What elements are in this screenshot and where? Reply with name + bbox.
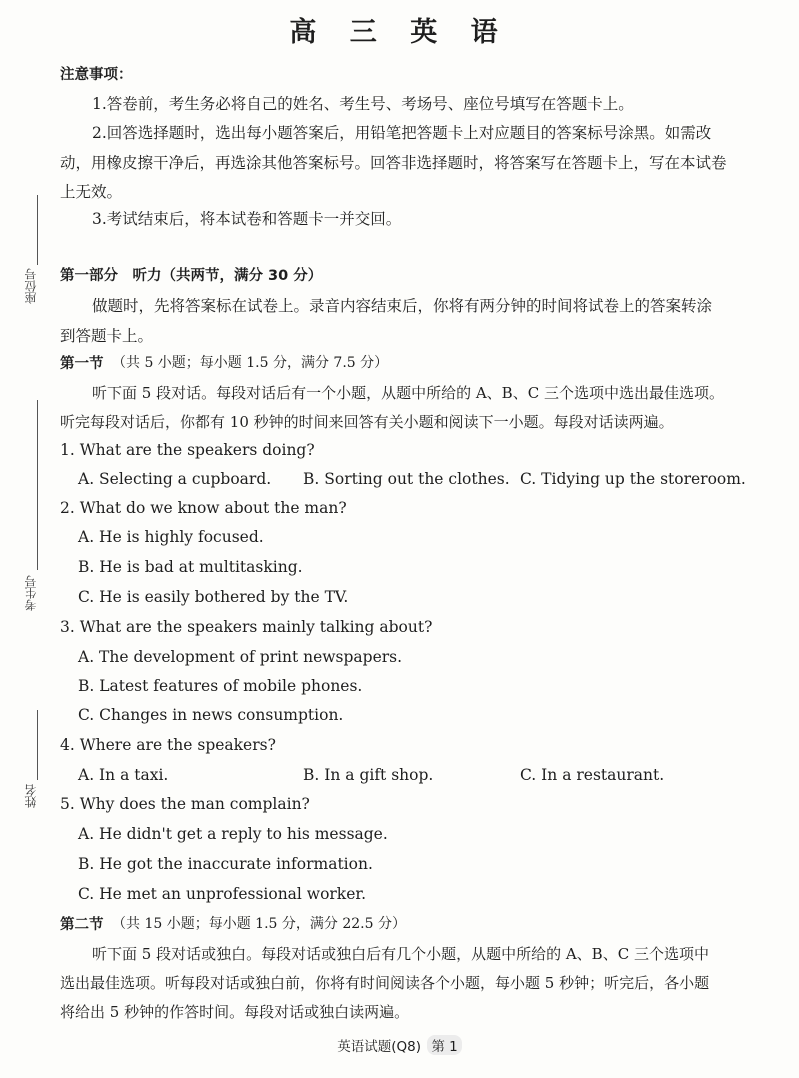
section2-intro-line1: 听下面 5 段对话或独白。每段对话或独白后有几个小题，从题中所给的 A、B、C 三个选项中 [92,945,709,963]
section1-intro-line2: 听完每段对话后，你都有 10 秒钟的时间来回答有关小题和阅读下一小题。每段对话读两遍。 [60,413,674,431]
seat-number-label: 座位号 [24,268,38,304]
notice-item-2: 2.回答选择题时，选出每小题答案后，用铅笔把答题卡上对应题目的答案标号涂黑。如需改 [92,124,712,142]
part1-heading: 第一部分 听力（共两节，满分 30 分） [60,268,323,284]
question-4-option-a: A. In a taxi. [78,766,169,784]
question-5-option-c: C. He met an unprofessional worker. [78,885,367,903]
notice-heading: 注意事项： [60,67,133,83]
question-3-option-a: A. The development of print newspapers. [78,648,403,666]
section2-intro-line3: 将给出 5 秒钟的作答时间。每段对话或独白读两遍。 [60,1003,410,1021]
question-2: 2. What do we know about the man? [60,499,347,517]
footer-label: 英语试题(Q8) [337,1039,422,1055]
section2-score: （共 15 小题；每小题 1.5 分，满分 22.5 分） [112,916,406,932]
question-1-option-c: C. Tidying up the storeroom. [520,470,746,488]
question-2-option-a: A. He is highly focused. [78,528,264,546]
part1-intro-line1: 做题时，先将答案标在试卷上。录音内容结束后，你将有两分钟的时间将试卷上的答案转涂 [92,297,713,315]
question-3: 3. What are the speakers mainly talking about? [60,618,433,636]
exam-number-rule [37,400,38,570]
question-5-option-b: B. He got the inaccurate information. [78,855,373,873]
question-5: 5. Why does the man complain? [60,795,310,813]
notice-item-1: 1.答卷前，考生务必将自己的姓名、考生号、考场号、座位号填写在答题卡上。 [92,95,634,113]
section1-intro-line1: 听下面 5 段对话。每段对话后有一个小题，从题中所给的 A、B、C 三个选项中选出最佳选项。 [92,384,724,402]
part1-intro-line2: 到答题卡上。 [60,327,154,345]
seat-number-rule [37,195,38,265]
question-3-option-b: B. Latest features of mobile phones. [78,677,363,695]
question-2-option-b: B. He is bad at multitasking. [78,558,303,576]
name-label: 姓名 [24,784,38,808]
notice-item-3: 3.考试结束后，将本试卷和答题卡一并交回。 [92,210,402,228]
footer-page-number: 第 1 [427,1035,461,1055]
exam-number-label: 考生号 [24,575,38,611]
question-5-option-a: A. He didn't get a reply to his message. [78,825,388,843]
question-1: 1. What are the speakers doing? [60,441,315,459]
name-rule [37,710,38,780]
section2-heading: 第二节 [60,917,104,933]
page-footer [0,1035,799,1055]
section2-intro-line2: 选出最佳选项。听每段对话或独白前，你将有时间阅读各个小题，每小题 5 秒钟；听完后，各小题 [60,974,710,992]
question-4: 4. Where are the speakers? [60,736,276,754]
question-4-option-c: C. In a restaurant. [520,766,665,784]
question-1-option-a: A. Selecting a cupboard. [78,470,272,488]
question-2-option-c: C. He is easily bothered by the TV. [78,588,349,606]
question-1-option-b: B. Sorting out the clothes. [303,470,510,488]
section1-heading: 第一节 [60,356,104,372]
question-3-option-c: C. Changes in news consumption. [78,706,344,724]
notice-item-2-end: 上无效。 [60,183,123,201]
question-4-option-b: B. In a gift shop. [303,766,434,784]
page-title: 高 三 英 语 [289,17,510,48]
section1-score: （共 5 小题；每小题 1.5 分，满分 7.5 分） [112,355,389,371]
notice-item-2-cont: 动，用橡皮擦干净后，再选涂其他答案标号。回答非选择题时，将答案写在答题卡上，写在本试卷 [60,154,727,172]
